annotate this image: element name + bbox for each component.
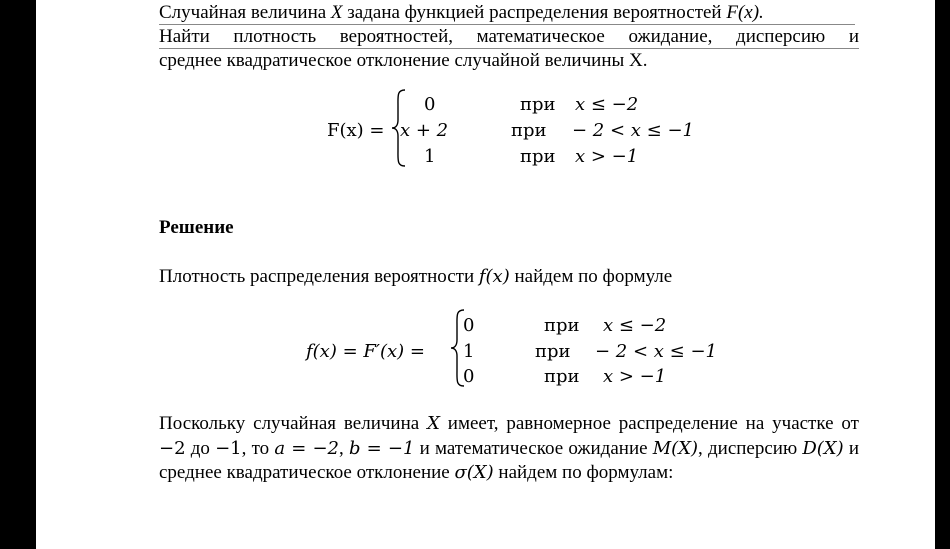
math: −1 <box>215 437 242 459</box>
var-x: X <box>427 413 440 434</box>
text: Плотность распределения вероятности <box>159 266 479 287</box>
text: найдем по формулам: <box>493 462 674 483</box>
text: Поскольку случайная величина <box>159 413 428 434</box>
text: найдем по формуле <box>509 266 673 287</box>
text: Случайная величина <box>159 2 331 23</box>
underline <box>159 48 859 49</box>
math: b = −1 <box>348 437 415 459</box>
f-row3-cond: x > −1 <box>603 366 667 387</box>
problem-line-2: Найти плотность вероятностей, математическое ожидание, дисперсию и <box>159 26 859 47</box>
F-row1-value: 0 <box>424 94 436 115</box>
text: , то <box>241 437 275 459</box>
f-row1-cond: x ≤ −2 <box>603 315 667 336</box>
text: , дисперсию <box>698 437 803 459</box>
problem-line-1 <box>159 2 764 24</box>
final-paragraph <box>159 412 859 486</box>
F-row2-cond: − 2 < x ≤ −1 <box>572 120 694 141</box>
math: M(X) <box>652 437 699 459</box>
text: , <box>339 437 349 459</box>
f-row2-value: 1 <box>463 341 475 362</box>
underline <box>159 24 855 25</box>
F-row2-word: при <box>511 120 547 141</box>
F-row2-value: x + 2 <box>400 120 449 141</box>
F-row3-value: 1 <box>424 146 436 167</box>
f-lhs: f(x) = F′(x) = <box>306 341 425 362</box>
f-row3-word: при <box>544 366 580 387</box>
f-row1-word: при <box>544 315 580 336</box>
math: D(X) <box>802 437 844 459</box>
F-row1-word: при <box>520 94 556 115</box>
F-row1-cond: x ≤ −2 <box>575 94 639 115</box>
var-x: X <box>330 2 343 23</box>
math: σ(X) <box>454 462 494 483</box>
problem-line-3: среднее квадратическое отклонение случайной величины X. <box>159 50 648 71</box>
f-row1-value: 0 <box>463 315 475 336</box>
text: до <box>185 437 216 459</box>
text: и математическое ожидание <box>414 437 653 459</box>
density-line <box>159 266 859 288</box>
math: −2 <box>159 437 186 459</box>
F-lhs: F(x) = <box>327 120 385 141</box>
var-fx: f(x) <box>478 266 510 287</box>
solution-heading: Решение <box>159 217 234 238</box>
text: и среднее квадратическое отклонение <box>159 437 859 483</box>
text: задана функцией распределения вероятностей <box>342 2 727 23</box>
math: a = −2 <box>274 437 339 459</box>
document-page <box>36 0 935 549</box>
f-row2-cond: − 2 < x ≤ −1 <box>595 341 717 362</box>
F-row3-cond: x > −1 <box>575 146 639 167</box>
f-row2-word: при <box>535 341 571 362</box>
F-row3-word: при <box>520 146 556 167</box>
var-fx: F(x). <box>726 2 764 23</box>
f-row3-value: 0 <box>463 366 475 387</box>
text: имеет, равномерное распределение на участке от <box>439 413 859 434</box>
